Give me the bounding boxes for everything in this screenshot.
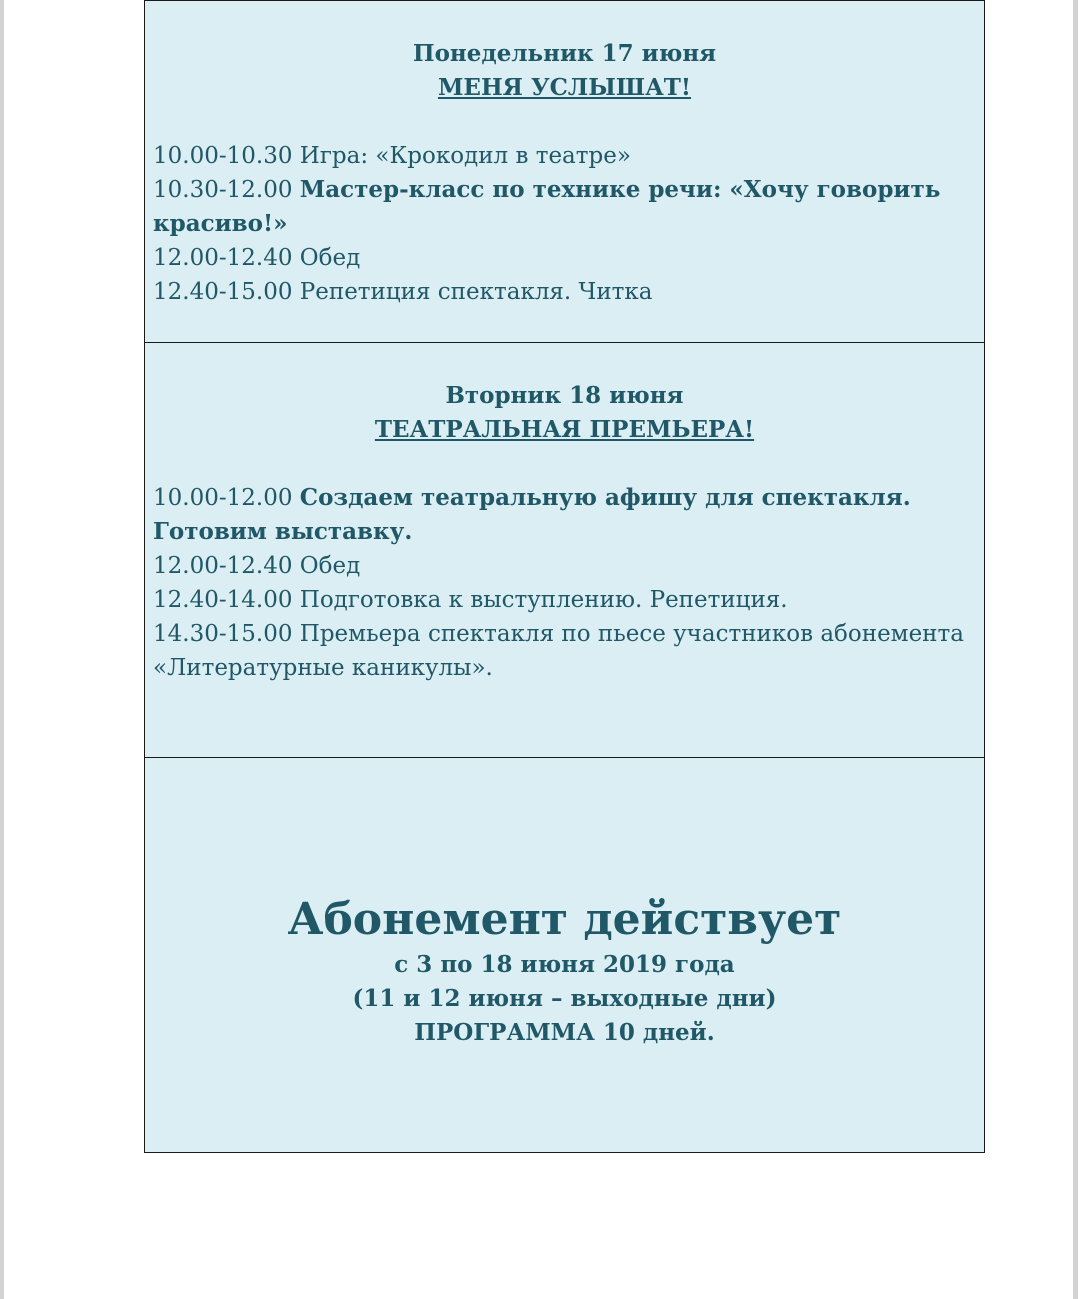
schedule-text: Мастер-класс по технике речи: «Хочу говорить красиво!» <box>153 176 941 237</box>
page-edge-right <box>1073 0 1078 1299</box>
schedule-item <box>153 481 976 549</box>
schedule-box-monday <box>144 0 985 343</box>
schedule-item <box>153 139 976 173</box>
subscription-program: ПРОГРАММА 10 дней. <box>414 1019 715 1046</box>
schedule-list <box>145 481 984 685</box>
day-theme: ТЕАТРАЛЬНАЯ ПРЕМЬЕРА! <box>374 416 755 443</box>
day-header <box>145 1 984 105</box>
schedule-text: Премьера спектакля по пьесе участников абонемента «Литературные каникулы». <box>153 621 964 681</box>
subscription-box <box>144 757 985 1153</box>
subscription-dates: с 3 по 18 июня 2019 года <box>394 951 735 978</box>
schedule-text: Обед <box>299 245 361 271</box>
schedule-time: 14.30-15.00 <box>153 621 293 647</box>
day-theme: МЕНЯ УСЛЫШАТ! <box>437 74 692 101</box>
schedule-time: 12.00-12.40 <box>153 245 293 271</box>
schedule-text: Игра: «Крокодил в театре» <box>299 143 631 169</box>
schedule-time: 10.30-12.00 <box>153 177 293 203</box>
schedule-box-tuesday <box>144 342 985 758</box>
day-title: Вторник 18 июня <box>445 382 684 409</box>
schedule-item <box>153 173 976 241</box>
subscription-days-off: (11 и 12 июня – выходные дни) <box>352 985 777 1012</box>
schedule-time: 10.00-12.00 <box>153 485 293 511</box>
subscription-info <box>145 758 984 1050</box>
schedule-text: Обед <box>299 553 361 579</box>
schedule-list <box>145 139 984 309</box>
schedule-time: 12.40-15.00 <box>153 279 293 305</box>
subscription-title: Абонемент действует <box>287 894 842 945</box>
schedule-item <box>153 549 976 583</box>
schedule-time: 12.40-14.00 <box>153 587 293 613</box>
schedule-text: Репетиция спектакля. Читка <box>299 279 653 305</box>
schedule-item <box>153 275 976 309</box>
day-title: Понедельник 17 июня <box>412 40 717 67</box>
day-header <box>145 343 984 447</box>
schedule-text: Подготовка к выступлению. Репетиция. <box>299 587 788 613</box>
schedule-item <box>153 583 976 617</box>
schedule-time: 12.00-12.40 <box>153 553 293 579</box>
schedule-item <box>153 241 976 275</box>
page-edge-left <box>0 0 4 1299</box>
schedule-item <box>153 617 976 685</box>
schedule-time: 10.00-10.30 <box>153 143 293 169</box>
schedule-text: Создаем театральную афишу для спектакля. Готовим выставку. <box>153 484 911 545</box>
